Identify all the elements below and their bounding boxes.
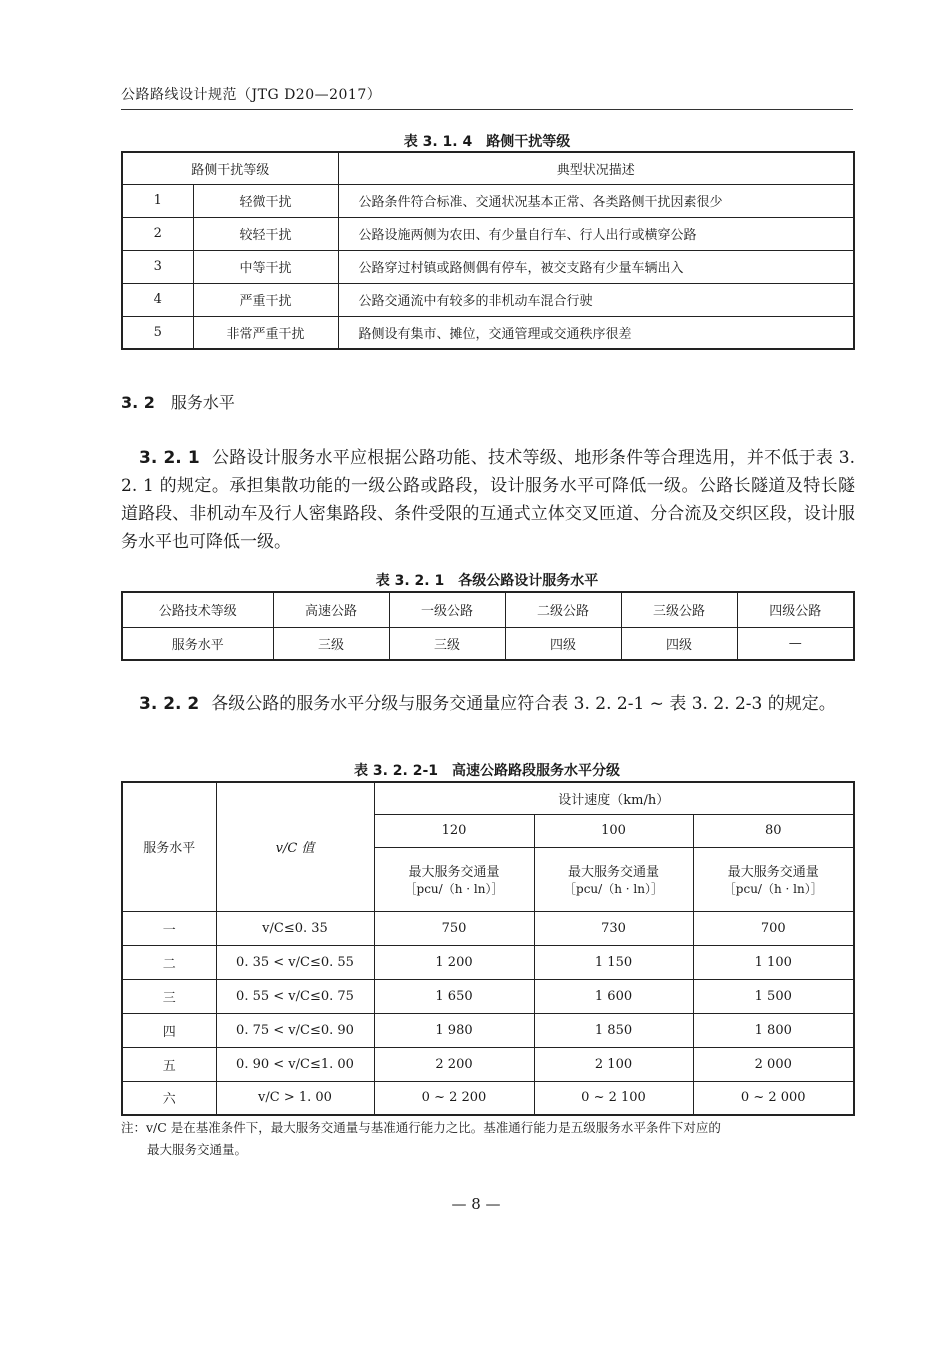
clause-number: 3. 2. 1 <box>139 448 200 468</box>
row-level: 三 <box>122 979 216 1013</box>
table-row <box>122 217 854 250</box>
row-description: 公路设施两侧为农田、有少量自行车、行人出行或横穿公路 <box>338 217 854 250</box>
row-number: 1 <box>122 184 193 217</box>
row-vc: 0. 55 < v/C≤0. 75 <box>216 979 374 1013</box>
clause-number: 3. 2. 2 <box>139 694 200 714</box>
row-level-name: 中等干扰 <box>193 250 338 283</box>
row-description: 公路条件符合标准、交通状况基本正常、各类路侧干扰因素很少 <box>338 184 854 217</box>
row-flow-120: 750 <box>374 911 534 945</box>
row-level: 五 <box>122 1047 216 1081</box>
cell: 三级 <box>389 627 505 660</box>
note-line-1: 注：v/C 是在基准条件下，最大服务交通量与基准通行能力之比。基准通行能力是五级服务水平条件下对应的 <box>121 1120 721 1135</box>
clause-321 <box>121 444 855 556</box>
max-flow-unit: ［pcu/（h · ln）］ <box>723 882 823 896</box>
row-level-name: 非常严重干扰 <box>193 316 338 349</box>
table-row <box>122 1013 854 1047</box>
table-314 <box>121 151 855 350</box>
table-note <box>121 1117 855 1161</box>
header-rule <box>121 109 853 110</box>
row-number: 4 <box>122 283 193 316</box>
table-row <box>122 592 854 627</box>
head-vc-value: v/C 值 <box>216 782 374 911</box>
max-flow-unit: ［pcu/（h · ln）］ <box>564 882 663 896</box>
table-row <box>122 911 854 945</box>
row-flow-100: 730 <box>534 911 693 945</box>
running-header: 公路路线设计规范（JTG D20—2017） <box>121 87 382 103</box>
row-vc: 0. 75 < v/C≤0. 90 <box>216 1013 374 1047</box>
row-flow-80: 2 000 <box>693 1047 854 1081</box>
row-flow-80: 1 800 <box>693 1013 854 1047</box>
cell: 高速公路 <box>273 592 389 627</box>
table-row <box>122 945 854 979</box>
row-number: 3 <box>122 250 193 283</box>
row-level: 六 <box>122 1081 216 1115</box>
row-description: 公路交通流中有较多的非机动车混合行驶 <box>338 283 854 316</box>
row-vc: 0. 90 < v/C≤1. 00 <box>216 1047 374 1081</box>
row-number: 2 <box>122 217 193 250</box>
table-314-head-desc: 典型状况描述 <box>338 152 854 184</box>
row-flow-100: 1 150 <box>534 945 693 979</box>
row-flow-80: 700 <box>693 911 854 945</box>
row-vc: 0. 35 < v/C≤0. 55 <box>216 945 374 979</box>
table-3221 <box>121 781 855 1116</box>
cell: 三级公路 <box>621 592 737 627</box>
cell: — <box>737 627 854 660</box>
table-row <box>122 316 854 349</box>
max-flow-head <box>534 847 693 911</box>
section-title: 服务水平 <box>170 393 235 412</box>
row-level-name: 较轻干扰 <box>193 217 338 250</box>
cell: 二级公路 <box>505 592 621 627</box>
table-3221-caption: 表 3. 2. 2-1 高速公路路段服务水平分级 <box>353 763 621 779</box>
cell: 公路技术等级 <box>122 592 273 627</box>
row-flow-120: 1 650 <box>374 979 534 1013</box>
table-row <box>122 627 854 660</box>
row-flow-80: 1 100 <box>693 945 854 979</box>
row-flow-120: 1 200 <box>374 945 534 979</box>
table-314-caption: 表 3. 1. 4 路侧干扰等级 <box>403 134 571 150</box>
max-flow-label: 最大服务交通量 <box>727 865 819 880</box>
row-level: 一 <box>122 911 216 945</box>
row-flow-120: 2 200 <box>374 1047 534 1081</box>
table-321-caption: 表 3. 2. 1 各级公路设计服务水平 <box>375 573 599 589</box>
cell: 四级公路 <box>737 592 854 627</box>
head-service-level: 服务水平 <box>122 782 216 911</box>
row-flow-100: 0 ~ 2 100 <box>534 1081 693 1115</box>
speed-80: 80 <box>693 814 854 847</box>
speed-120: 120 <box>374 814 534 847</box>
row-description: 公路穿过村镇或路侧偶有停车，被交支路有少量车辆出入 <box>338 250 854 283</box>
row-flow-80: 0 ~ 2 000 <box>693 1081 854 1115</box>
row-flow-100: 1 600 <box>534 979 693 1013</box>
row-level: 二 <box>122 945 216 979</box>
cell: 一级公路 <box>389 592 505 627</box>
cell: 服务水平 <box>122 627 273 660</box>
row-level-name: 轻微干扰 <box>193 184 338 217</box>
table-row <box>122 979 854 1013</box>
section-number: 3. 2 <box>121 393 155 412</box>
row-flow-120: 1 980 <box>374 1013 534 1047</box>
max-flow-label: 最大服务交通量 <box>567 865 659 880</box>
max-flow-head <box>374 847 534 911</box>
max-flow-unit: ［pcu/（h · ln）］ <box>404 882 504 896</box>
table-314-head-level: 路侧干扰等级 <box>122 152 338 184</box>
row-description: 路侧设有集市、摊位，交通管理或交通秩序很差 <box>338 316 854 349</box>
row-flow-100: 1 850 <box>534 1013 693 1047</box>
table-row <box>122 1081 854 1115</box>
table-row <box>122 1047 854 1081</box>
cell: 四级 <box>621 627 737 660</box>
clause-text: 各级公路的服务水平分级与服务交通量应符合表 3. 2. 2-1 ~ 表 3. 2. 2-3 的规定。 <box>211 694 836 714</box>
table-row <box>122 283 854 316</box>
head-design-speed: 设计速度（km/h） <box>374 782 854 814</box>
page-number: — 8 — <box>451 1195 501 1213</box>
row-level-name: 严重干扰 <box>193 283 338 316</box>
row-flow-120: 0 ~ 2 200 <box>374 1081 534 1115</box>
row-flow-100: 2 100 <box>534 1047 693 1081</box>
row-level: 四 <box>122 1013 216 1047</box>
max-flow-label: 最大服务交通量 <box>408 865 500 880</box>
max-flow-head <box>693 847 854 911</box>
clause-text: 公路设计服务水平应根据公路功能、技术等级、地形条件等合理选用，并不低于表 3. 2. 1 的规定。承担集散功能的一级公路或路段，设计服务水平可降低一级。公路长隧道及特长隧道路段、非机动车及行人密集路段、条件受限的互通式立体交叉匝道、分合流及交织区段，设计服务水平也可降低一级。 <box>121 448 855 552</box>
row-number: 5 <box>122 316 193 349</box>
clause-322 <box>121 690 855 718</box>
cell: 三级 <box>273 627 389 660</box>
speed-100: 100 <box>534 814 693 847</box>
section-heading <box>121 390 235 413</box>
row-vc: v/C > 1. 00 <box>216 1081 374 1115</box>
note-line-2: 最大服务交通量。 <box>147 1142 248 1157</box>
row-vc: v/C≤0. 35 <box>216 911 374 945</box>
cell: 四级 <box>505 627 621 660</box>
table-row <box>122 250 854 283</box>
row-flow-80: 1 500 <box>693 979 854 1013</box>
table-321 <box>121 591 855 661</box>
table-row <box>122 184 854 217</box>
